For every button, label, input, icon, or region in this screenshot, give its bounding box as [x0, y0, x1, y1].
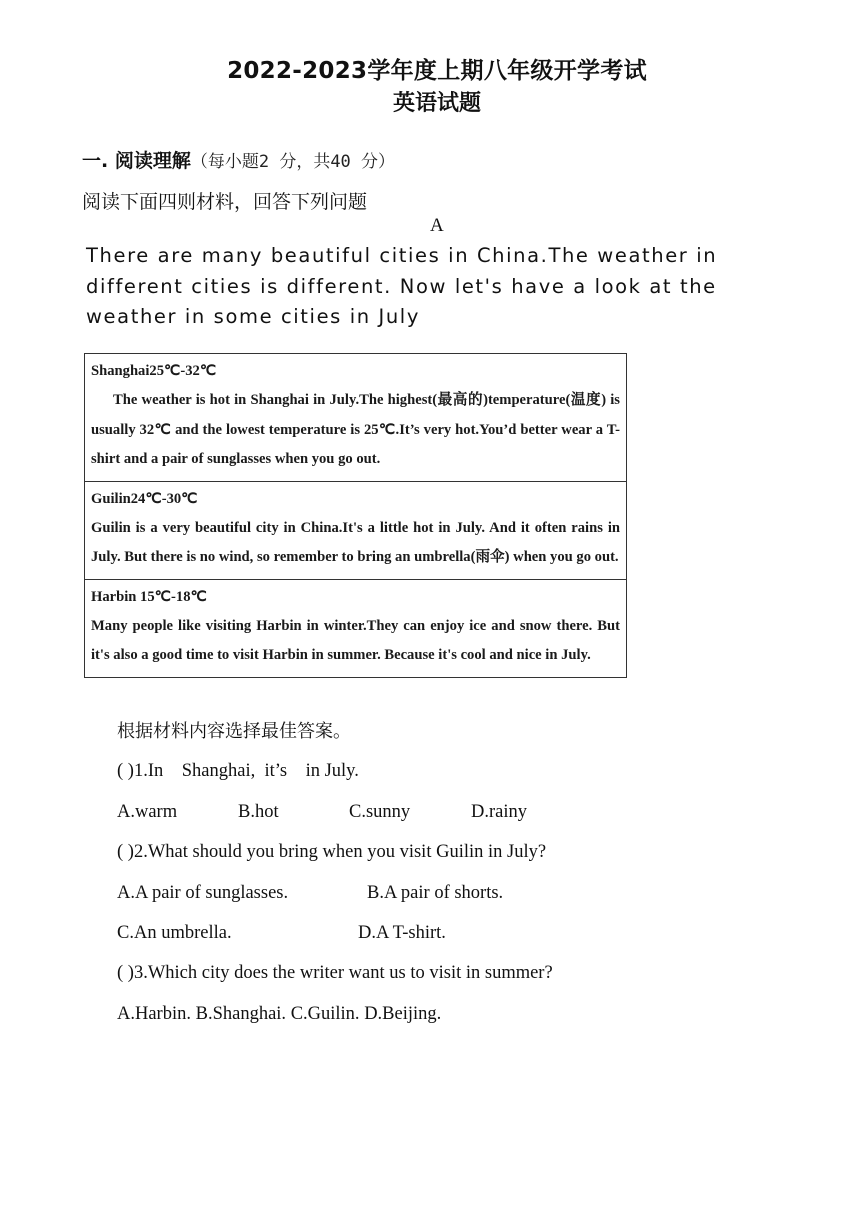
option-c: C.sunny: [349, 802, 411, 822]
question-3-stem: ( )3.Which city does the writer want us to visit in summer?: [117, 963, 553, 983]
city-cell-harbin: [85, 580, 626, 677]
option-d: D.A T-shirt.: [358, 923, 446, 943]
section-title: 一. 阅读理解: [82, 150, 191, 172]
city-description: The weather is hot in Shanghai in July.The highest(最高的)temperature(温度) is usually 32℃ and the lowest temperature is 25℃.It’s very hot.You’d better wear a T-shirt and a pair of sunglasses when you go out.: [91, 392, 620, 467]
option-c: C.An umbrella.: [117, 923, 232, 943]
passage-intro: There are many beautiful cities in China.The weather in different cities is different. Now let's have a look at the weather in some cities in July: [86, 244, 718, 328]
question-2-stem: ( )2.What should you bring when you visit Guilin in July?: [117, 842, 547, 862]
exam-title: 2022-2023学年度上期八年级开学考试: [227, 58, 647, 84]
city-heading: Shanghai25℃-32℃: [91, 363, 217, 379]
city-heading: Harbin 15℃-18℃: [91, 588, 207, 605]
option-b: B.Shanghai.: [195, 1004, 287, 1024]
option-b: B.hot: [238, 802, 279, 822]
weather-table: [84, 353, 627, 678]
question-2-options-row1: [117, 883, 677, 907]
question-2-options-row2: [117, 923, 677, 947]
option-d: D.rainy: [471, 802, 527, 822]
passage-letter: A: [430, 215, 444, 236]
section-score-note: （每小题2 分，共40 分）: [190, 152, 396, 172]
question-3-options: [117, 1004, 677, 1025]
option-d: D.Beijing.: [364, 1004, 442, 1024]
option-a: A.Harbin.: [117, 1004, 191, 1024]
questions-instruction: 根据材料内容选择最佳答案。: [117, 721, 351, 742]
exam-subject: 英语试题: [392, 91, 481, 116]
option-a: A.warm: [117, 802, 178, 822]
question-1-stem: ( )1.In Shanghai, it’s in July.: [117, 761, 359, 781]
section-instruction: 阅读下面四则材料，回答下列问题: [82, 191, 368, 213]
city-description: Many people like visiting Harbin in winter.They can enjoy ice and snow there. But it's also a good time to visit Harbin in summer. Because it's cool and nice in July.: [91, 617, 620, 663]
city-description: Guilin is a very beautiful city in China.It's a little hot in July. And it often rains in July. But there is no wind, so remember to bring an umbrella(雨伞) when you go out.: [91, 519, 620, 565]
city-heading: Guilin24℃-30℃: [91, 490, 198, 507]
city-cell-guilin: [85, 482, 626, 580]
section-heading: [82, 146, 395, 173]
question-1-options: [117, 802, 677, 826]
city-cell-shanghai: [85, 354, 626, 482]
option-a: A.A pair of sunglasses.: [117, 883, 289, 903]
option-b: B.A pair of shorts.: [367, 883, 504, 903]
option-c: C.Guilin.: [290, 1004, 360, 1024]
